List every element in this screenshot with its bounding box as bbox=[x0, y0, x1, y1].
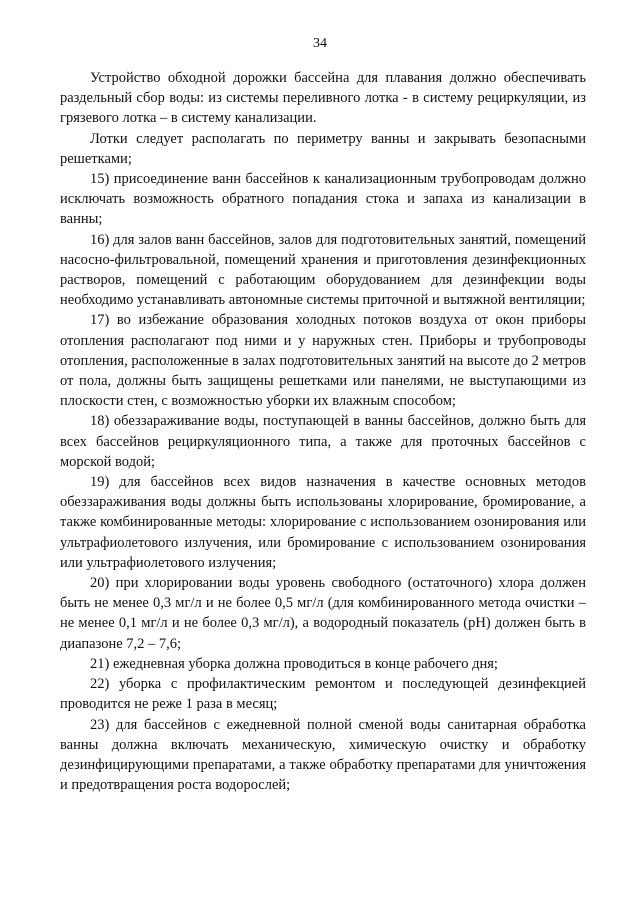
paragraph-item-15: 15) присоединение ванн бассейнов к канализационным трубопроводам должно исключать возможность обратного попадания стока и запаха из канализации в ванны; bbox=[60, 171, 586, 228]
paragraph-item-22: 22) уборка с профилактическим ремонтом и последующей дезинфекцией проводится не реже 1 раза в месяц; bbox=[60, 676, 586, 713]
paragraph-item-17: 17) во избежание образования холодных потоков воздуха от окон приборы отопления располагают под ними и у наружных стен. Приборы и трубопроводы отопления, расположенные в залах подготовительных занятий на высоте до 2 метров от пола, должны быть защищены решетками или панелями, не выступающими из плоскости стен, с возможностью уборки их влажным способом; bbox=[60, 312, 586, 410]
paragraph-item-16: 16) для залов ванн бассейнов, залов для подготовительных занятий, помещений насосно-фильтровальной, помещений хранения и приготовления дезинфекционных растворов, помещений с работающим оборудованием для дезинфекции воды необходимо устанавливать автономные системы приточной и вытяжной вентиляции; bbox=[60, 231, 586, 309]
paragraph-item-19: 19) для бассейнов всех видов назначения в качестве основных методов обеззараживания воды должны быть использованы хлорирование, бромирование, а также комбинированные методы: хлорирование с использованием озонирования или ультрафиолетового излучения, или бромирование с использованием озонирования или ультрафиолетового излучения; bbox=[60, 474, 586, 571]
paragraph-item-23: 23) для бассейнов с ежедневной полной сменой воды санитарная обработка ванны должна включать механическую, химическую очистку и обработку дезинфицирующими препаратами, а также обработку препаратами для уничтожения и предотвращения роста водорослей; bbox=[60, 716, 586, 794]
document-body bbox=[60, 68, 586, 795]
paragraph-item-21: 21) ежедневная уборка должна проводиться в конце рабочего дня; bbox=[90, 655, 498, 672]
page-number: 34 bbox=[313, 36, 327, 51]
paragraph-item-20: 20) при хлорировании воды уровень свободного (остаточного) хлора должен быть не менее 0,3 мг/л и не более 0,5 мг/л (для комбинированного метода очистки – не менее 0,1 мг/л и не более 0,3 мг/л), а водородный показатель (pH) должен быть в диапазоне 7,2 – 7,6; bbox=[60, 575, 586, 652]
paragraph-pool-walkway: Устройство обходной дорожки бассейна для плавания должно обеспечивать раздельный сбор воды: из системы переливного лотка - в систему рециркуляции, из грязевого лотка – в систему канализации. bbox=[60, 70, 586, 127]
paragraph-item-18: 18) обеззараживание воды, поступающей в ванны бассейнов, должно быть для всех бассейнов рециркуляционного типа, а также для проточных бассейнов с морской водой; bbox=[60, 413, 586, 470]
paragraph-gutters: Лотки следует располагать по периметру ванны и закрывать безопасными решетками; bbox=[60, 130, 586, 167]
